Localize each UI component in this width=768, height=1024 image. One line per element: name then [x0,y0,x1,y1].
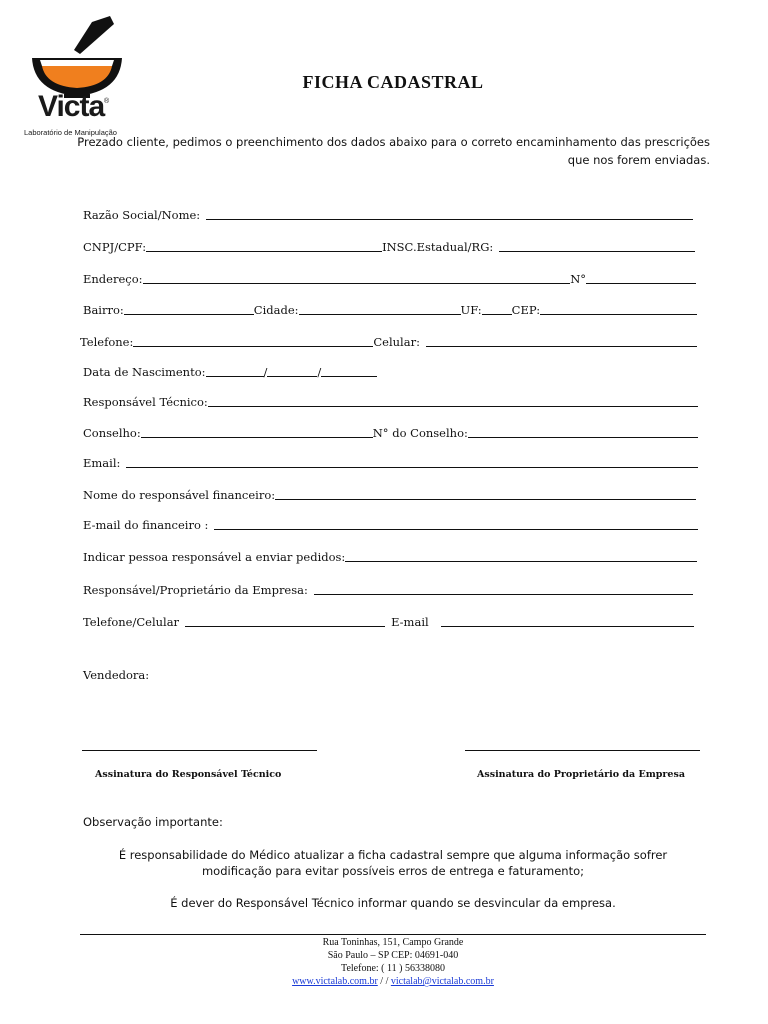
field-uf[interactable] [482,313,512,315]
footer-phone: Telefone: ( 11 ) 56338080 [341,963,445,974]
field-bairro[interactable] [124,313,254,315]
row-telefone [80,333,697,349]
signature-label-proprietario: Assinatura do Proprietário da Empresa [477,769,685,780]
field-celular[interactable] [426,345,697,347]
field-tel-cel[interactable] [185,625,385,627]
label-cep: CEP: [511,303,541,317]
field-email-financeiro[interactable] [214,528,698,530]
field-mes[interactable] [267,375,317,377]
label-cidade: Cidade: [253,303,299,317]
label-insc: INSC.Estadual/RG: [382,240,494,254]
field-ano[interactable] [321,375,377,377]
field-conselho[interactable] [141,436,373,438]
field-email2[interactable] [441,625,694,627]
page-title: FICHA CADASTRAL [302,72,484,92]
row-nascimento [83,363,383,379]
label-tel-cel: Telefone/Celular [83,615,180,629]
row-endereco [83,270,696,286]
obs-paragraph-1: É responsabilidade do Médico atualizar a ficha cadastral sempre que alguma informação sofrer modificação para evitar possíveis erros de entrega e faturamento; [118,848,668,878]
field-num-conselho[interactable] [468,436,698,438]
logo-brand: Victa [38,90,105,123]
row-indicar [83,548,697,564]
field-telefone[interactable] [133,345,373,347]
field-cep[interactable] [540,313,697,315]
footer-mail-link[interactable]: victalab@victalab.com.br [390,976,494,987]
logo-registered: ® [104,98,110,105]
label-uf: UF: [460,303,482,317]
footer-address: Rua Toninhas, 151, Campo Grande [322,937,464,948]
label-resp-financeiro: Nome do responsável financeiro: [83,488,276,502]
field-numero[interactable] [586,282,696,284]
row-vendedora [83,666,283,682]
signature-line-proprietario[interactable] [465,750,700,751]
signature-line-tecnico[interactable] [82,750,317,751]
label-email2: E-mail [391,615,429,629]
row-razao [83,206,693,222]
field-insc[interactable] [499,250,695,252]
obs-title: Observação importante: [83,815,223,829]
field-razao[interactable] [206,218,693,220]
label-conselho: Conselho: [83,426,141,440]
row-tel-cel [83,613,694,629]
date-separator-2: / [317,365,322,379]
label-email-financeiro: E-mail do financeiro : [83,518,209,532]
field-cnpj[interactable] [146,250,382,252]
field-resp-financeiro[interactable] [275,498,696,500]
label-endereco: Endereço: [83,272,143,286]
footer-site-link[interactable]: www.victalab.com.br [292,976,378,987]
footer-links [0,975,768,988]
label-nascimento: Data de Nascimento: [83,365,206,379]
signature-label-tecnico: Assinatura do Responsável Técnico [95,769,282,780]
row-email-financeiro [83,516,698,532]
row-responsavel [83,393,698,409]
intro-text: Prezado cliente, pedimos o preenchimento dos dados abaixo para o correto encaminhamento das prescrições que nos forem enviadas. [77,135,710,167]
footer-link-divider: / / [377,976,391,987]
field-proprietario[interactable] [314,593,693,595]
logo-subtitle: Laboratório de Manipulação [24,128,117,137]
field-endereco[interactable] [143,282,571,284]
row-resp-financeiro [83,486,696,502]
row-cnpj [83,238,695,254]
footer-divider [80,934,706,935]
date-separator-1: / [263,365,268,379]
label-cnpj: CNPJ/CPF: [83,240,147,254]
label-num-conselho: N° do Conselho: [372,426,468,440]
label-telefone: Telefone: [80,335,134,349]
label-responsavel: Responsável Técnico: [83,395,208,409]
label-vendedora: Vendedora: [83,668,150,682]
field-email[interactable] [126,466,698,468]
label-razao: Razão Social/Nome: [83,208,201,222]
field-indicar[interactable] [345,560,697,562]
obs-paragraph-2: É dever do Responsável Técnico informar quando se desvincular da empresa. [170,896,616,910]
field-dia[interactable] [206,375,264,377]
label-indicar: Indicar pessoa responsável a enviar pedidos: [83,550,346,564]
row-email [83,454,698,470]
field-cidade[interactable] [299,313,461,315]
row-bairro [83,301,697,317]
label-proprietario: Responsável/Proprietário da Empresa: [83,583,308,597]
label-bairro: Bairro: [83,303,124,317]
row-conselho [83,424,698,440]
label-numero: N° [570,272,586,286]
row-proprietario [83,581,693,597]
label-email: Email: [83,456,121,470]
footer-city: São Paulo – SP CEP: 04691-040 [327,950,459,961]
label-celular: Celular: [373,335,420,349]
field-responsavel[interactable] [208,405,698,407]
